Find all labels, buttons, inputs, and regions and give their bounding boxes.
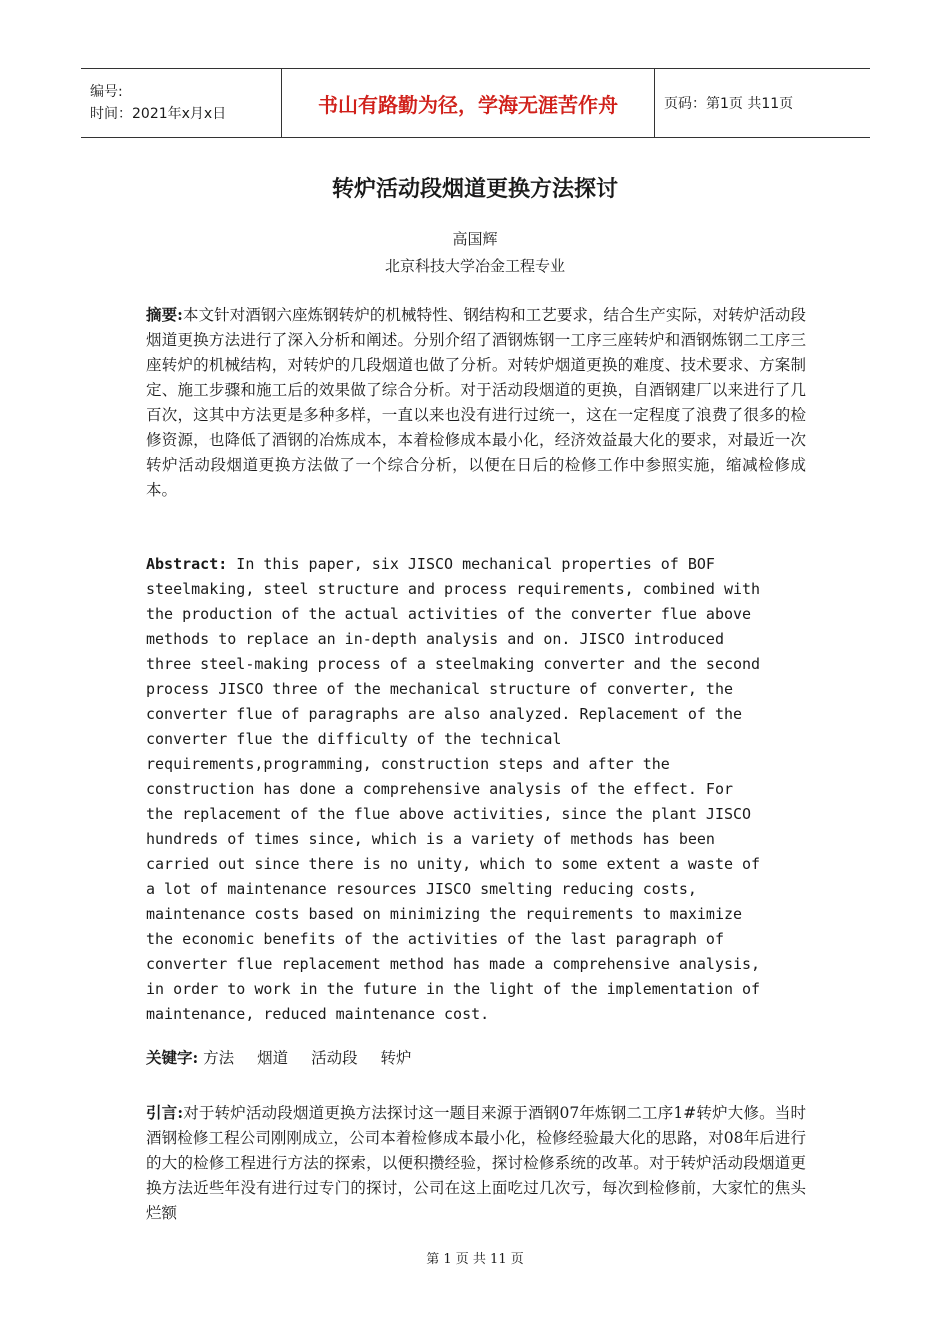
abstract-cn	[146, 302, 806, 503]
keyword: 烟道	[257, 1049, 289, 1067]
abstract-en-text: In this paper, six JISCO mechanical properties of BOF steelmaking, steel structure and process requirements, combined with the production of the actual activities of the converter flue above methods to replace an in-depth analysis and on. JISCO introduced three steel-making process of a steelmaking converter and the second process JISCO three of the mechanical structure of converter, the converter flue of paragraphs are also analyzed. Replacement of the converter flue the difficulty of the technical requirements,programming, construction steps and after the construction has done a comprehensive analysis of the effect. For the replacement of the flue above activities, since the plant JISCO hundreds of times since, which is a variety of methods has been carried out since there is no unity, which to some extent a waste of a lot of maintenance resources JISCO smelting reducing costs, maintenance costs based on minimizing the requirements to maximize the economic benefits of the activities of the last paragraph of converter flue replacement method has made a comprehensive analysis, in order to work in the future in the light of the implementation of maintenance, reduced maintenance cost.	[146, 555, 761, 1023]
header-meta-cell	[81, 69, 282, 137]
keyword: 转炉	[380, 1049, 412, 1067]
keyword: 活动段	[311, 1049, 358, 1067]
affiliation: 北京科技大学冶金工程专业	[384, 257, 565, 275]
intro-text: 对于转炉活动段烟道更换方法探讨这一题目来源于酒钢07年炼钢二工序1#转炉大修。当时酒钢检修工程公司刚刚成立，公司本着检修成本最小化，检修经验最大化的思路，对08年后进行的大的检修工程进行方法的探索，以便积攒经验，探讨检修系统的改革。对于转炉活动段烟道更换方法近些年没有进行过专门的探讨，公司在这上面吃过几次亏，每次到检修前，大家忙的焦头烂额	[146, 1104, 806, 1222]
keywords-label: 关键字:	[146, 1048, 199, 1067]
header-table	[81, 68, 870, 138]
author: 高国辉	[452, 230, 498, 248]
number-label: 编号:	[90, 84, 123, 100]
motto: 书山有路勤为径，学海无涯苦作舟	[318, 92, 618, 117]
introduction	[146, 1100, 806, 1226]
page-label: 页码：第1页 共11页	[664, 96, 794, 112]
date-label: 时间：2021年x月x日	[90, 106, 227, 122]
keywords	[146, 1046, 806, 1068]
intro-label: 引言:	[146, 1103, 184, 1122]
document-title: 转炉活动段烟道更换方法探讨	[331, 176, 618, 202]
abstract-en-label: Abstract:	[146, 555, 228, 573]
header-page-cell	[655, 69, 870, 137]
keyword: 方法	[203, 1049, 235, 1067]
abstract-cn-label: 摘要:	[146, 305, 183, 324]
abstract-en	[146, 552, 806, 1027]
header-motto-cell	[282, 69, 655, 137]
page-footer: 第 1 页 共 11 页	[426, 1252, 524, 1267]
abstract-cn-text: 本文针对酒钢六座炼钢转炉的机械特性、钢结构和工艺要求，结合生产实际，对转炉活动段烟道更换方法进行了深入分析和阐述。分别介绍了酒钢炼钢一工序三座转炉和酒钢炼钢二工序三座转炉的机械结构，对转炉的几段烟道也做了分析。对转炉烟道更换的难度、技术要求、方案制定、施工步骤和施工后的效果做了综合分析。对于活动段烟道的更换，自酒钢建厂以来进行了几百次，这其中方法更是多种多样，一直以来也没有进行过统一，这在一定程度了浪费了很多的检修资源，也降低了酒钢的冶炼成本，本着检修成本最小化，经济效益最大化的要求，对最近一次转炉活动段烟道更换方法做了一个综合分析，以便在日后的检修工作中参照实施，缩减检修成本。	[146, 306, 806, 499]
